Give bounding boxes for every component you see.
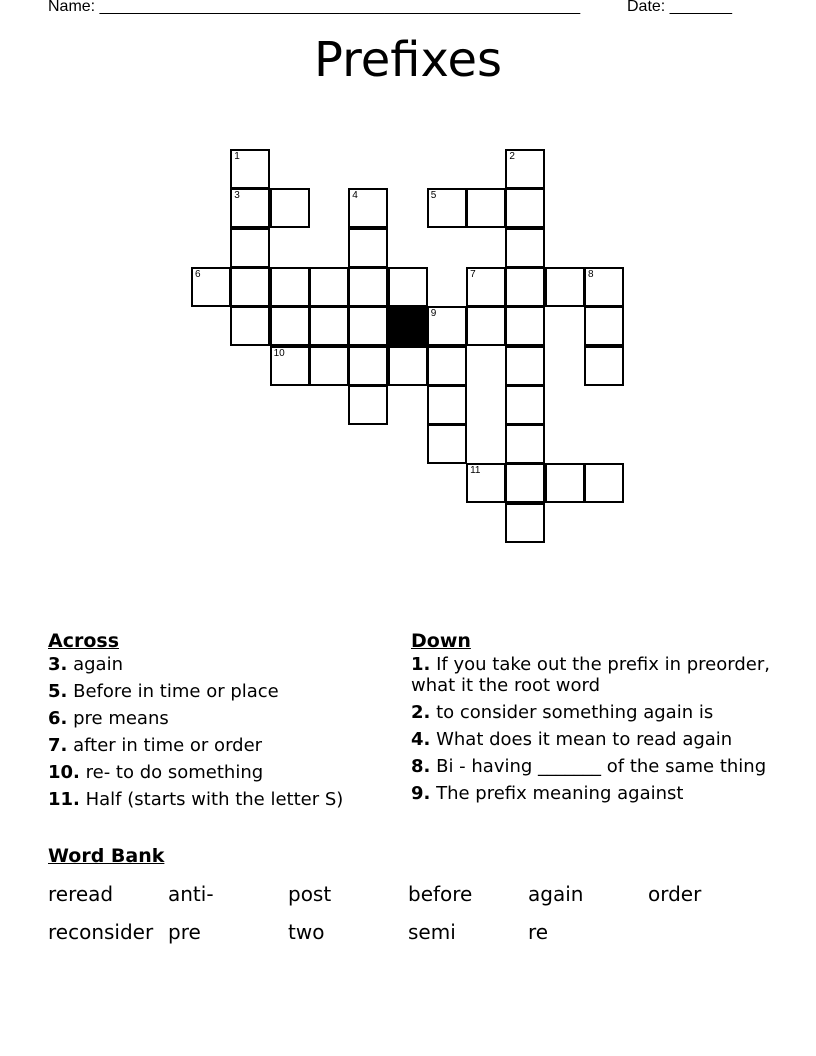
across-clue: [48, 735, 398, 756]
clue-number: 7: [470, 268, 476, 280]
grid-cell[interactable]: [270, 306, 310, 346]
word-bank-word: post: [288, 882, 332, 906]
across-clue: [48, 654, 398, 675]
word-bank-word: pre: [168, 920, 201, 944]
grid-cell[interactable]: [505, 306, 545, 346]
across-clue: [48, 789, 398, 810]
clue-text: again: [67, 654, 123, 675]
grid-block: [388, 306, 428, 346]
grid-cell[interactable]: [427, 346, 467, 386]
grid-cell[interactable]: [505, 385, 545, 425]
across-clues: [48, 628, 398, 816]
word-bank-heading: Word Bank: [48, 845, 165, 867]
grid-cell[interactable]: [505, 463, 545, 503]
grid-cell[interactable]: [348, 385, 388, 425]
grid-cell[interactable]: [427, 385, 467, 425]
clue-text: What does it mean to read again: [430, 729, 733, 750]
grid-cell[interactable]: [584, 346, 624, 386]
clue-number: 2.: [411, 702, 431, 723]
across-clue: [48, 708, 398, 729]
clue-number: 3: [234, 190, 240, 202]
grid-cell[interactable]: [545, 267, 585, 307]
clue-number: 10: [273, 347, 285, 359]
clue-number: 5.: [48, 681, 68, 702]
grid-cell[interactable]: [270, 188, 310, 228]
date-field-line: Date: _______: [627, 0, 732, 15]
grid-cell[interactable]: [230, 267, 270, 307]
grid-cell[interactable]: [388, 346, 428, 386]
grid-cell[interactable]: [505, 188, 545, 228]
grid-cell[interactable]: [505, 503, 545, 543]
clue-text: Bi - having _______ of the same thing: [430, 756, 767, 777]
clue-text: to consider something again is: [430, 702, 714, 723]
name-field-line: Name: ______________________________________________________: [48, 0, 581, 15]
grid-cell[interactable]: [427, 188, 467, 228]
clue-number: 2: [509, 151, 515, 162]
grid-cell[interactable]: [309, 267, 349, 307]
clue-text: Before in time or place: [67, 681, 279, 702]
word-bank-word: again: [528, 882, 584, 906]
grid-cell[interactable]: [230, 228, 270, 268]
grid-cell[interactable]: [348, 346, 388, 386]
clue-number: 7.: [48, 735, 68, 756]
across-clue: [48, 681, 398, 702]
page-title: Prefixes: [313, 32, 502, 88]
clue-number: 6.: [48, 708, 68, 729]
grid-cell[interactable]: [348, 188, 388, 228]
grid-cell[interactable]: [466, 306, 506, 346]
down-clue: [411, 702, 771, 723]
grid-cell[interactable]: [584, 306, 624, 346]
word-bank-word: anti-: [168, 882, 214, 906]
down-clue: [411, 756, 771, 777]
word-bank-word: order: [648, 882, 702, 906]
grid-cell[interactable]: [505, 228, 545, 268]
grid-cell[interactable]: [584, 267, 624, 307]
clue-number: 1.: [411, 654, 431, 675]
clue-number: 3.: [48, 654, 68, 675]
clue-number: 1: [234, 151, 240, 162]
grid-cell[interactable]: [309, 306, 349, 346]
clue-text: Half (starts with the letter S): [79, 789, 344, 810]
clue-text: re- to do something: [79, 762, 264, 783]
clue-text: pre means: [67, 708, 169, 729]
clue-number: 6: [195, 268, 201, 280]
word-bank-word: reconsider: [48, 920, 154, 944]
grid-cell[interactable]: [466, 267, 506, 307]
clue-number: 9: [430, 308, 437, 320]
grid-cell[interactable]: [230, 188, 270, 228]
clue-number: 4: [352, 190, 358, 202]
grid-cell[interactable]: [348, 267, 388, 307]
clue-number: 8: [588, 268, 594, 280]
across-clue: [48, 762, 398, 783]
grid-cell[interactable]: [505, 149, 545, 189]
clue-text: If you take out the prefix in preorder, what it the root word: [411, 654, 770, 696]
grid-cell[interactable]: [505, 346, 545, 386]
word-bank-word: reread: [48, 882, 114, 906]
down-heading: Down: [411, 630, 471, 652]
clue-text: after in time or order: [67, 735, 263, 756]
grid-cell[interactable]: [584, 463, 624, 503]
grid-cell[interactable]: [270, 267, 310, 307]
grid-cell[interactable]: [348, 228, 388, 268]
grid-cell[interactable]: [427, 306, 467, 346]
grid-cell[interactable]: [505, 424, 545, 464]
grid-cell[interactable]: [427, 424, 467, 464]
down-clue: [411, 783, 771, 804]
down-clue: [411, 654, 771, 696]
clue-text: The prefix meaning against: [430, 783, 684, 804]
down-clues: [411, 628, 771, 810]
clue-number: 9.: [411, 783, 431, 804]
across-heading: Across: [48, 630, 120, 652]
grid-cell[interactable]: [545, 463, 585, 503]
clue-number: 8.: [411, 756, 431, 777]
grid-cell[interactable]: [230, 306, 270, 346]
grid-cell[interactable]: [309, 346, 349, 386]
grid-cell[interactable]: [466, 188, 506, 228]
grid-cell[interactable]: [505, 267, 545, 307]
down-clue: [411, 729, 771, 750]
word-bank-word: before: [408, 882, 473, 906]
clue-number: 5: [430, 190, 437, 202]
clue-number: 4.: [411, 729, 431, 750]
grid-cell[interactable]: [270, 346, 310, 386]
grid-cell[interactable]: [191, 267, 231, 307]
word-bank-word: two: [288, 920, 325, 944]
word-bank-word: re: [528, 920, 549, 944]
grid-cell[interactable]: [230, 149, 270, 189]
word-bank-word: semi: [408, 920, 456, 944]
clue-number: 11: [470, 465, 481, 477]
grid-cell[interactable]: [466, 463, 506, 503]
grid-cell[interactable]: [348, 306, 388, 346]
clue-number: 11.: [48, 789, 80, 810]
clue-number: 10.: [48, 762, 80, 783]
grid-cell[interactable]: [388, 267, 428, 307]
